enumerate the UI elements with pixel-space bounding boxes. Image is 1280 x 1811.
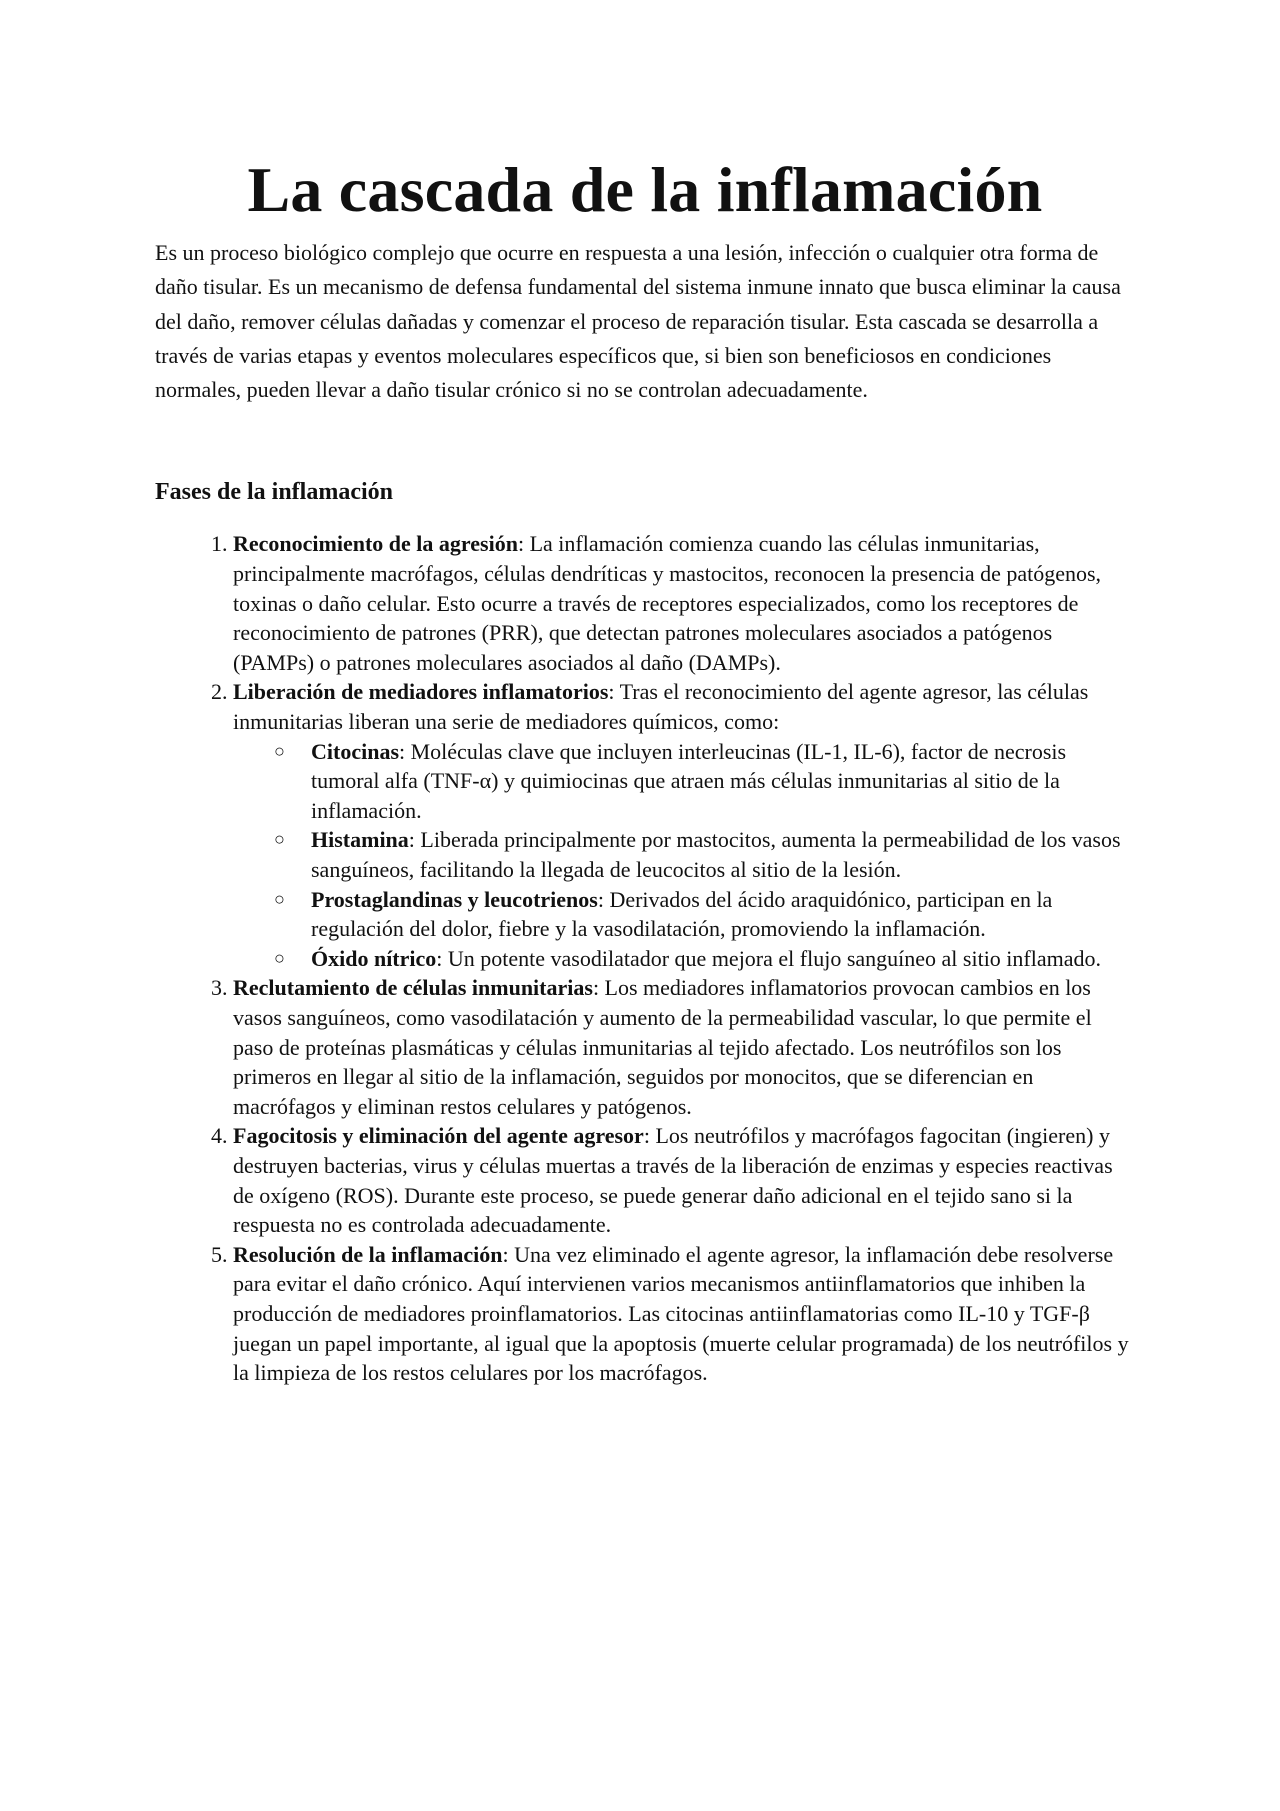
phase-item bbox=[233, 973, 1135, 1121]
circle-bullet-icon: ○ bbox=[274, 829, 285, 850]
mediator-item bbox=[274, 944, 1135, 974]
circle-bullet-icon: ○ bbox=[274, 740, 285, 761]
phase-text: : Los neutrófilos y macrófagos fagocitan (ingieren) y destruyen bacterias, virus y células muertas a través de la liberación de enzimas y especies reactivas de oxígeno (ROS). Durante este proceso, se puede generar daño adicional en el tejido sano si la respuesta no es controlada adecuadamente. bbox=[233, 1123, 1113, 1238]
phase-item bbox=[233, 529, 1135, 677]
phase-item bbox=[233, 1240, 1135, 1388]
section-heading: Fases de la inflamación bbox=[155, 479, 393, 506]
intro-paragraph: Es un proceso biológico complejo que ocurre en respuesta a una lesión, infección o cualquier otra forma de daño tisular. Es un mecanismo de defensa fundamental del sistema inmune innato que busca eliminar la causa del daño, remover células dañadas y comenzar el proceso de reparación tisular. Esta cascada se desarrolla a través de varias etapas y eventos moleculares específicos que, si bien son beneficiosos en condiciones normales, pueden llevar a daño tisular crónico si no se controlan adecuadamente. bbox=[155, 240, 1121, 403]
phase-term: Reconocimiento de la agresión bbox=[233, 531, 518, 557]
mediator-term: Histamina bbox=[311, 827, 409, 853]
document-page bbox=[155, 150, 1135, 1388]
mediator-text: : Derivados del ácido araquidónico, participan en la regulación del dolor, fiebre y la vasodilatación, promoviendo la inflamación. bbox=[311, 886, 1053, 942]
mediator-text: : Un potente vasodilatador que mejora el flujo sanguíneo al sitio inflamado. bbox=[436, 945, 1101, 971]
mediator-item bbox=[274, 825, 1135, 884]
phase-text: : Tras el reconocimiento del agente agresor, las células inmunitarias liberan una serie de mediadores químicos, como: bbox=[233, 679, 1089, 735]
phase-item bbox=[233, 1121, 1135, 1239]
phase-text: : Los mediadores inflamatorios provocan cambios en los vasos sanguíneos, como vasodilatación y aumento de la permeabilidad vascular, lo que permite el paso de proteínas plasmáticas y células inmunitarias al tejido afectado. Los neutrófilos son los primeros en llegar al sitio de la inflamación, seguidos por monocitos, que se diferencian en macrófagos y eliminan restos celulares y patógenos. bbox=[233, 975, 1092, 1119]
phases-list bbox=[155, 529, 1135, 1387]
mediator-term: Prostaglandinas y leucotrienos bbox=[311, 886, 598, 912]
phase-item bbox=[233, 677, 1135, 973]
phase-term: Fagocitosis y eliminación del agente agresor bbox=[233, 1123, 644, 1149]
phase-term: Resolución de la inflamación bbox=[233, 1241, 503, 1267]
phase-text: : Una vez eliminado el agente agresor, la inflamación debe resolverse para evitar el daño crónico. Aquí intervienen varios mecanismos antiinflamatorios que inhiben la producción de mediadores proinflamatorios. Las citocinas antiinflamatorias como IL-10 y TGF-β juegan un papel importante, al igual que la apoptosis (muerte celular programada) de los neutrófilos y la limpieza de los restos celulares por los macrófagos. bbox=[233, 1241, 1129, 1386]
mediator-text: : Moléculas clave que incluyen interleucinas (IL-1, IL-6), factor de necrosis tumoral alfa (TNF-α) y quimiocinas que atraen más células inmunitarias al sitio de la inflamación. bbox=[311, 738, 1067, 823]
circle-bullet-icon: ○ bbox=[274, 888, 285, 909]
mediator-term: Óxido nítrico bbox=[311, 945, 437, 971]
mediator-term: Citocinas bbox=[311, 738, 399, 764]
phase-term: Liberación de mediadores inflamatorios bbox=[233, 679, 609, 705]
document-title: La cascada de la inflamación bbox=[247, 154, 1043, 225]
mediator-text: : Liberada principalmente por mastocitos, aumenta la permeabilidad de los vasos sanguíneos, facilitando la llegada de leucocitos al sitio de la lesión. bbox=[311, 827, 1121, 883]
circle-bullet-icon: ○ bbox=[274, 947, 285, 968]
mediator-item bbox=[274, 885, 1135, 944]
phase-text: : La inflamación comienza cuando las células inmunitarias, principalmente macrófagos, células dendríticas y mastocitos, reconocen la presencia de patógenos, toxinas o daño celular. Esto ocurre a través de receptores especializados, como los receptores de reconocimiento de patrones (PRR), que detectan patrones moleculares asociados a patógenos (PAMPs) o patrones moleculares asociados al daño (DAMPs). bbox=[233, 531, 1102, 675]
phase-term: Reclutamiento de células inmunitarias bbox=[233, 975, 593, 1001]
mediators-list bbox=[233, 737, 1135, 974]
mediator-item bbox=[274, 737, 1135, 826]
